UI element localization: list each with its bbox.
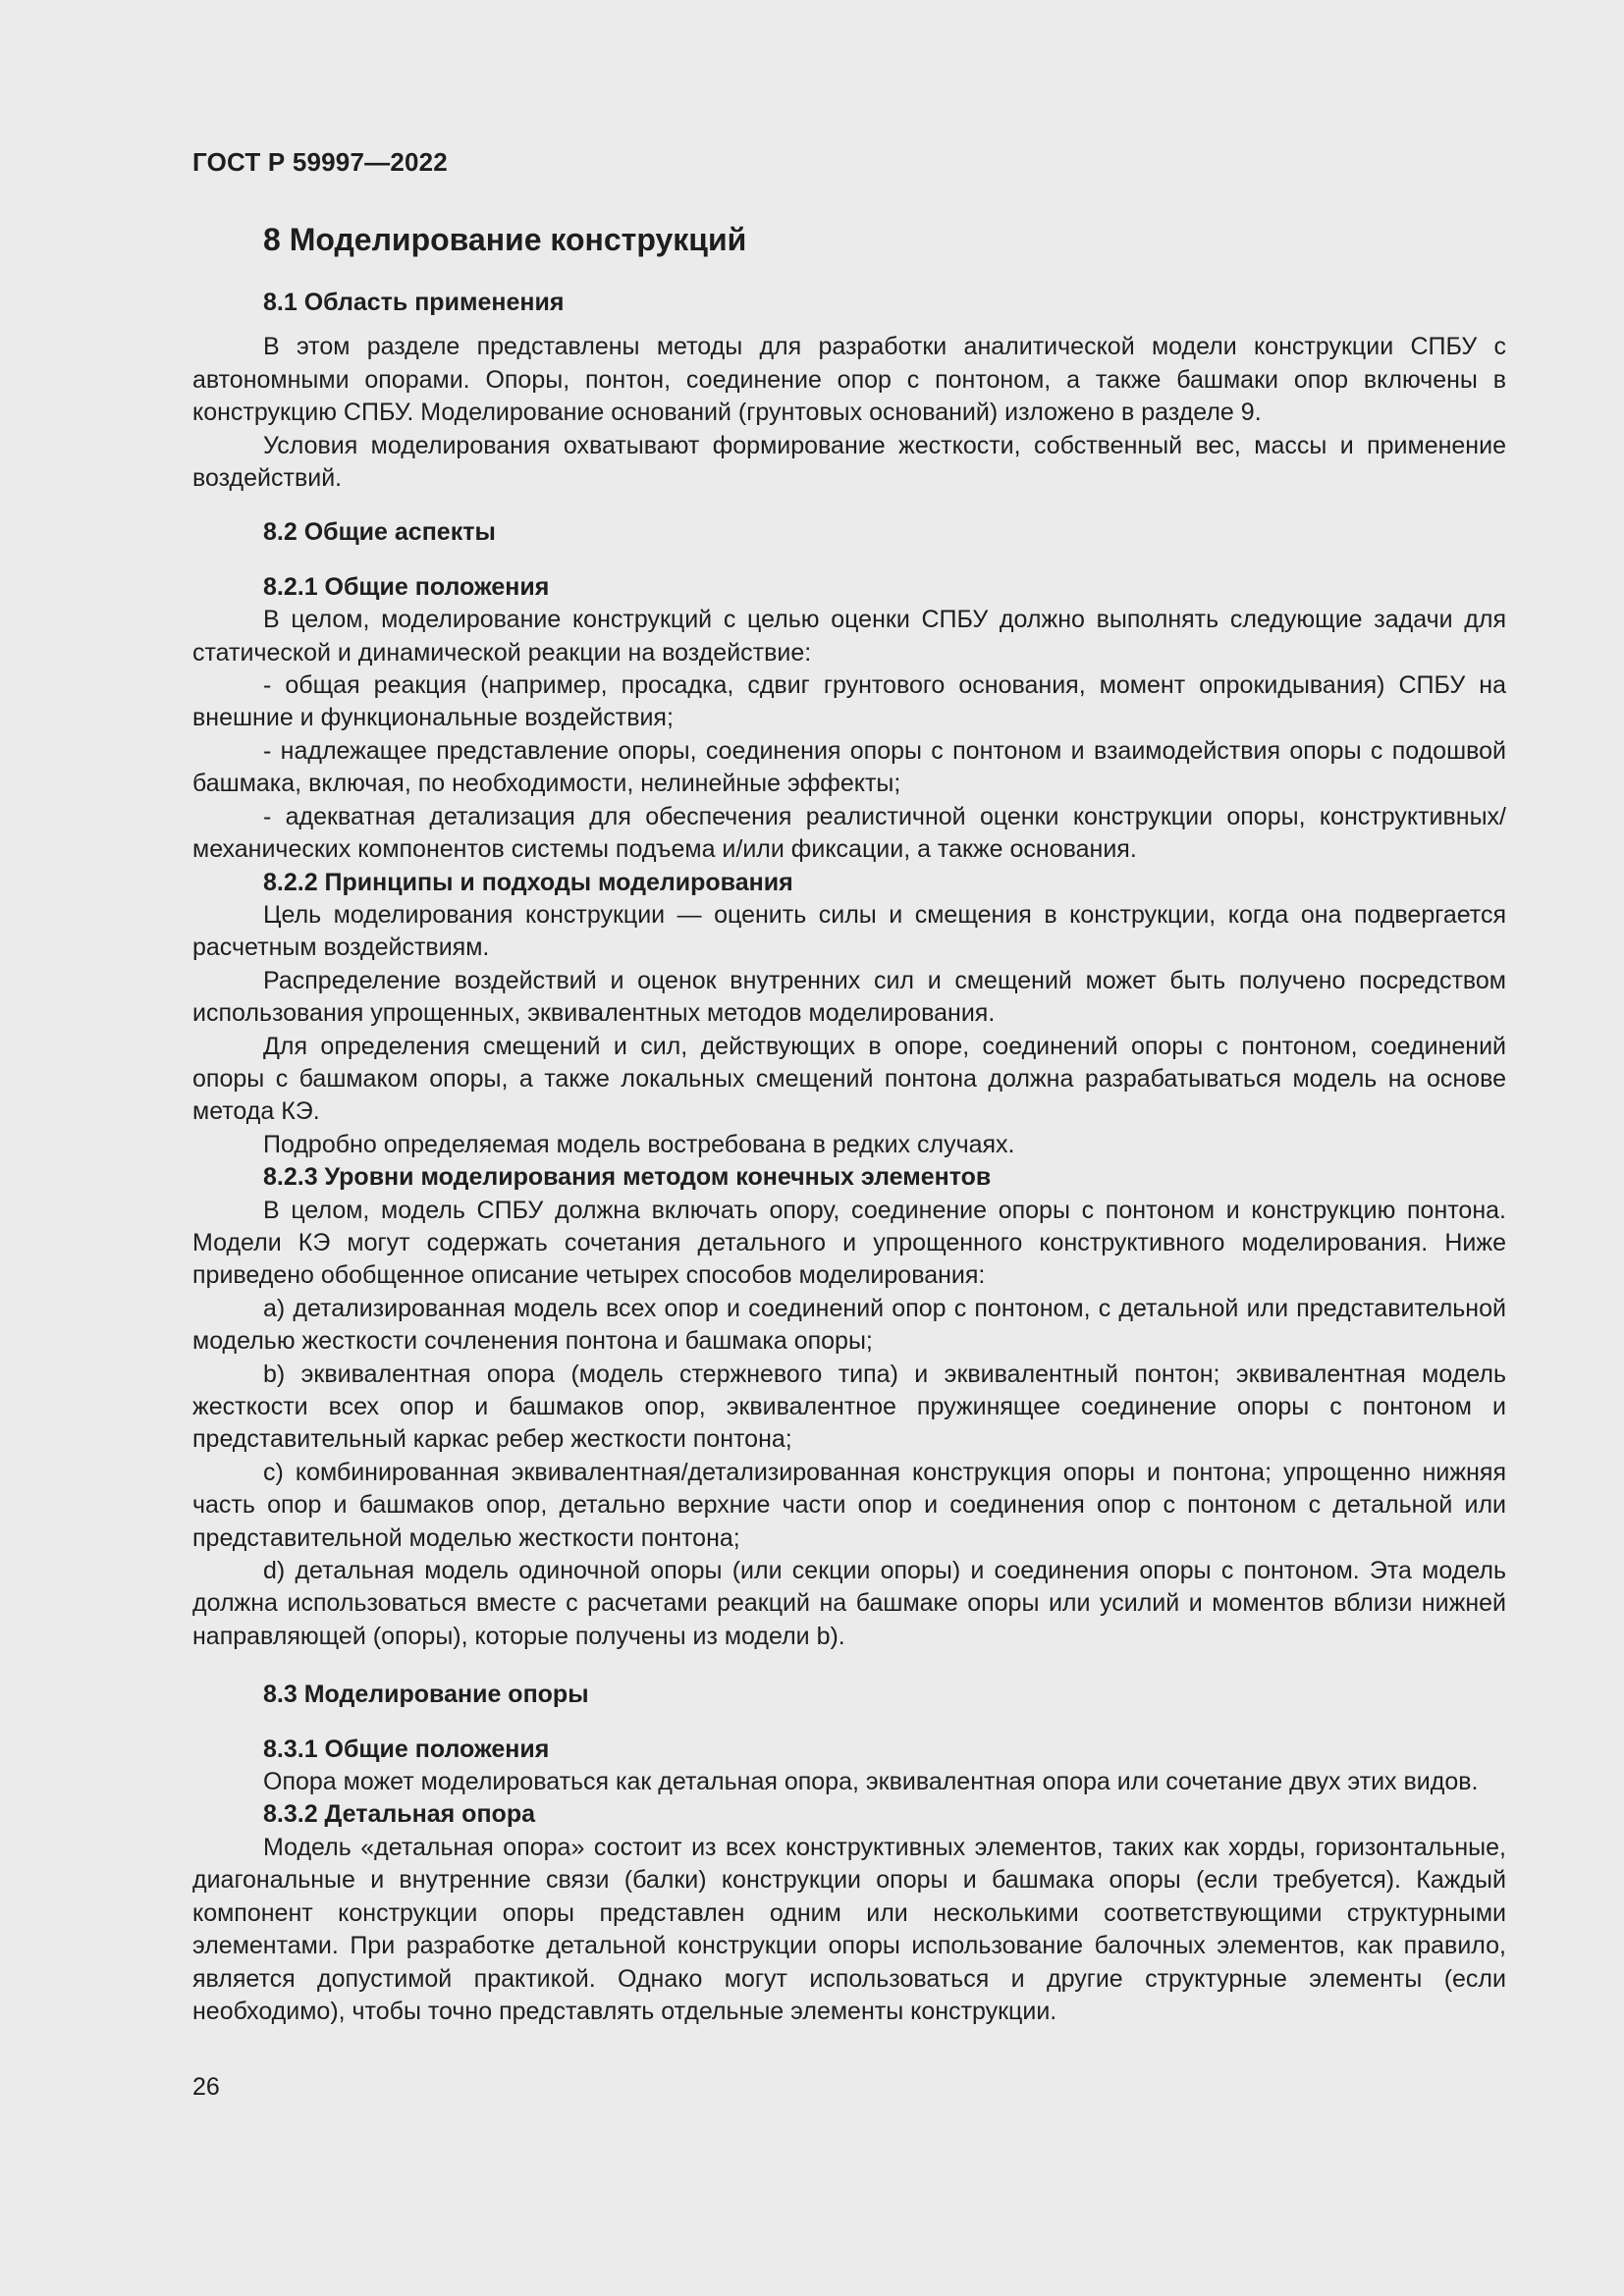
section-8-3-2-paragraph-1: Модель «детальная опора» состоит из всех конструктивных элементов, таких как хорды, горизонтальные, диагональные и внутренние связи (балки) конструкции опоры и башмака опоры (если требуется). Каждый компонент конструкции опоры представлен одним или несколькими соответствующими структурными элементами. При разработке детальной конструкции опоры использование балочных элементов, как правило, является допустимой практикой. Однако могут использоваться и другие структурные элементы (если необходимо), чтобы точно представлять отдельные элементы конструкции.	[192, 1833, 1506, 2025]
section-8-2-1-title: 8.2.1 Общие положения	[263, 572, 550, 601]
section-8-2-3-list-item-d: d) детальная модель одиночной опоры (или секции опоры) и соединения опоры с понтоном. Эта модель должна использоваться вместе с расчетами реакций на башмаке опоры или усилий и моментов вблизи нижней направляющей (опоры), которые получены из модели b).	[192, 1557, 1506, 1650]
section-8-2-3-list-item-c: c) комбинированная эквивалентная/детализированная конструкция опоры и понтона; упрощенно нижняя часть опор и башмаков опор, детально верхние части опор и соединения опор с понтоном с детальной или представительной моделью жесткости понтона;	[192, 1458, 1506, 1552]
section-8-3-title: 8.3 Моделирование опоры	[263, 1681, 589, 1709]
section-8-1-paragraph-2: Условия моделирования охватывают формирование жесткости, собственный вес, массы и применение воздействий.	[192, 431, 1506, 493]
section-8-2-1-list-item-2: - надлежащее представление опоры, соединения опоры с понтоном и взаимодействия опоры с подошвой башмака, включая, по необходимости, нелинейные эффекты;	[192, 736, 1506, 798]
page-number: 26	[192, 2073, 220, 2101]
section-8-2-2-paragraph-4: Подробно определяемая модель востребована в редких случаях.	[263, 1130, 1015, 1158]
section-8-2-2-title: 8.2.2 Принципы и подходы моделирования	[263, 868, 793, 896]
document-body	[192, 220, 1506, 2028]
section-8-2-3-list-item-a: a) детализированная модель всех опор и соединений опор с понтоном, с детальной или представительной моделью жесткости сочленения понтона и башмака опоры;	[192, 1294, 1506, 1356]
section-8-2-2-paragraph-1: Цель моделирования конструкции — оценить силы и смещения в конструкции, когда она подвергается расчетным воздействиям.	[192, 900, 1506, 962]
section-8-3-1-title: 8.3.1 Общие положения	[263, 1735, 550, 1763]
section-8-2-3-paragraph-1: В целом, модель СПБУ должна включать опору, соединение опоры с понтоном и конструкцию понтона. Модели КЭ могут содержать сочетания детального и упрощенного конструктивного моделирования. Ниже приведено обобщенное описание четырех способов моделирования:	[192, 1196, 1506, 1290]
section-8-2-3-list-item-b: b) эквивалентная опора (модель стержневого типа) и эквивалентный понтон; эквивалентная модель жесткости всех опор и башмаков опор, эквивалентное пружинящее соединение опоры с понтоном и представительный каркас ребер жесткости понтона;	[192, 1360, 1506, 1454]
section-8-2-1-paragraph-1: В целом, моделирование конструкций с целью оценки СПБУ должно выполнять следующие задачи для статической и динамической реакции на воздействие:	[192, 606, 1506, 667]
section-8-1-title: 8.1 Область применения	[263, 289, 565, 316]
section-8-2-2-paragraph-2: Распределение воздействий и оценок внутренних сил и смещений может быть получено посредством использования упрощенных, эквивалентных методов моделирования.	[192, 966, 1506, 1028]
section-8-3-2-title: 8.3.2 Детальная опора	[263, 1800, 535, 1829]
section-8-title: 8 Моделирование конструкций	[263, 222, 747, 257]
section-8-2-2-paragraph-3: Для определения смещений и сил, действующих в опоре, соединений опоры с понтоном, соединений опоры с башмаком опоры, а также локальных смещений понтона должна разрабатываться модель на основе метода КЭ.	[192, 1032, 1506, 1126]
section-8-2-1-list-item-3: - адекватная детализация для обеспечения реалистичной оценки конструкции опоры, конструктивных/механических компонентов системы подъема и/или фиксации, а также основания.	[192, 802, 1506, 864]
document-code-header: ГОСТ Р 59997—2022	[192, 147, 448, 177]
section-8-2-3-title: 8.2.3 Уровни моделирования методом конечных элементов	[263, 1163, 992, 1192]
section-8-1-paragraph-1: В этом разделе представлены методы для разработки аналитической модели конструкции СПБУ с автономными опорами. Опоры, понтон, соединение опор с понтоном, а также башмаки опор включены в конструкцию СПБУ. Моделирование оснований (грунтовых оснований) изложено в разделе 9.	[192, 333, 1506, 427]
section-8-3-1-paragraph-1: Опора может моделироваться как детальная опора, эквивалентная опора или сочетание двух этих видов.	[263, 1768, 1479, 1796]
section-8-2-1-list-item-1: - общая реакция (например, просадка, сдвиг грунтового основания, момент опрокидывания) СПБУ на внешние и функциональные воздействия;	[192, 671, 1506, 732]
section-8-2-title: 8.2 Общие аспекты	[263, 518, 496, 547]
